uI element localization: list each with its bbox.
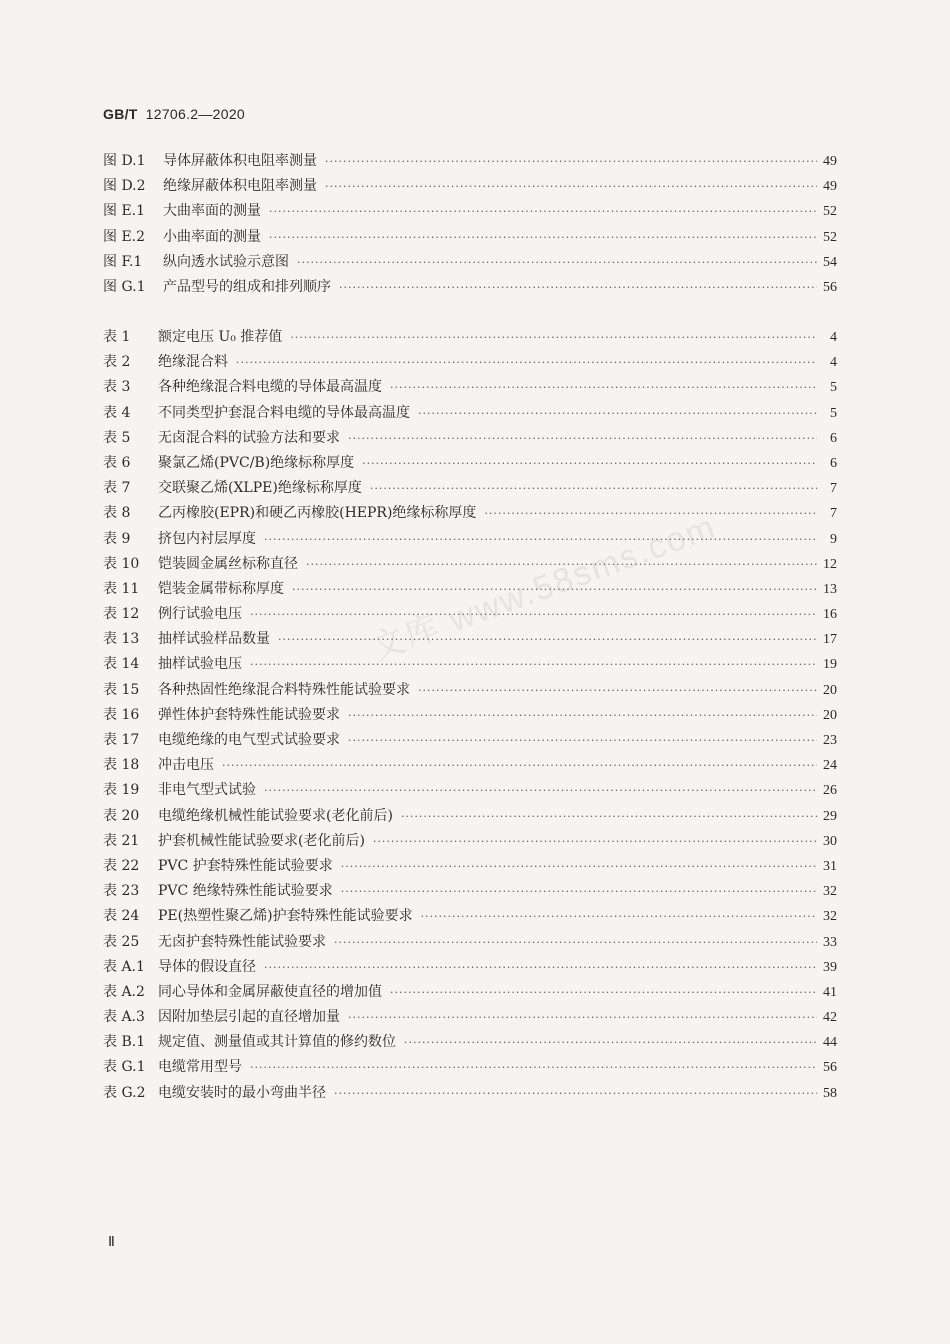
- toc-entry[interactable]: [103, 854, 837, 879]
- toc-entry-title: 大曲率面的测量: [163, 203, 261, 220]
- toc-entry-label: 表 17: [103, 732, 140, 748]
- toc-entry[interactable]: [103, 1055, 837, 1080]
- dot-leader: [264, 778, 817, 803]
- toc-entry-title: 绝缘混合料: [158, 354, 228, 371]
- toc-entry-label: 表 B.1: [103, 1034, 146, 1051]
- toc-entry-title: 电缆常用型号: [158, 1059, 242, 1076]
- toc-entry-title: 电缆绝缘的电气型式试验要求: [158, 732, 340, 748]
- toc-entry-title: 冲击电压: [158, 757, 214, 774]
- toc-entry-title: 绝缘屏蔽体积电阻率测量: [163, 178, 317, 195]
- toc-entry-label: 图 D.1: [103, 153, 146, 169]
- toc-entry-page: 23: [823, 733, 837, 748]
- toc-entry-title: 抽样试验电压: [158, 656, 242, 673]
- toc-entry-label: 表 25: [103, 933, 140, 950]
- dot-leader: [290, 325, 817, 350]
- toc-entry-label: 表 2: [103, 354, 131, 371]
- toc-entry-title: 导体屏蔽体积电阻率测量: [163, 153, 317, 169]
- toc-entry-title: 铠装圆金属丝标称直径: [158, 555, 298, 572]
- toc-entry-label: 表 6: [103, 454, 131, 471]
- toc-entry[interactable]: [103, 325, 837, 350]
- toc-entry-label: 表 12: [103, 606, 140, 623]
- toc-entry-page: 39: [823, 959, 837, 975]
- toc-entry-page: 52: [823, 229, 837, 245]
- toc-entry[interactable]: [103, 174, 837, 199]
- toc-entry-title: PE(热塑性聚乙烯)护套特殊性能试验要求: [158, 908, 413, 925]
- toc-entry-label: 表 5: [103, 429, 131, 446]
- toc-entry-label: 表 7: [103, 480, 131, 497]
- toc-entry[interactable]: [103, 501, 837, 526]
- dot-leader: [250, 1055, 817, 1080]
- toc-entry-page: 56: [823, 1060, 837, 1076]
- toc-entry-label: 表 4: [103, 404, 131, 421]
- toc-entry[interactable]: [103, 930, 837, 955]
- toc-entry-page: 41: [823, 984, 837, 1000]
- toc-entry-title: 乙丙橡胶(EPR)和硬乙丙橡胶(HEPR)绝缘标称厚度: [158, 505, 477, 522]
- toc-entry[interactable]: [103, 149, 837, 174]
- toc-entry[interactable]: [103, 829, 837, 854]
- toc-entry-page: 49: [823, 154, 837, 169]
- toc-entry[interactable]: [103, 879, 837, 904]
- dot-leader: [264, 955, 817, 980]
- dot-leader: [278, 627, 817, 652]
- toc-entry-title: 抽样试验样品数量: [158, 631, 270, 648]
- toc-entry[interactable]: [103, 426, 837, 451]
- toc-entry-page: 9: [830, 531, 837, 547]
- toc-entry[interactable]: [103, 552, 837, 577]
- dot-leader: [264, 527, 817, 552]
- toc-entry[interactable]: [103, 728, 837, 753]
- toc-entry-page: 52: [823, 204, 837, 220]
- page-number-footer: Ⅱ: [108, 1235, 115, 1250]
- toc-entry-page: 7: [830, 506, 837, 522]
- toc-entry[interactable]: [103, 753, 837, 778]
- toc-entry-title: 各种绝缘混合料电缆的导体最高温度: [158, 379, 382, 396]
- toc-entry[interactable]: [103, 476, 837, 501]
- toc-entry-page: 56: [823, 279, 837, 295]
- toc-entry-title: 挤包内衬层厚度: [158, 530, 256, 547]
- toc-entry-label: 表 A.3: [103, 1009, 145, 1026]
- toc-entry-page: 24: [823, 758, 837, 774]
- figure-list: [103, 149, 837, 300]
- dot-leader: [348, 703, 817, 728]
- toc-entry-title: PVC 绝缘特殊性能试验要求: [158, 883, 333, 900]
- toc-entry-label: 表 11: [103, 580, 140, 597]
- toc-entry-page: 32: [823, 909, 837, 925]
- toc-entry[interactable]: [103, 703, 837, 728]
- toc-entry-label: 表 A.2: [103, 983, 145, 1000]
- toc-entry-title: 各种热固性绝缘混合料特殊性能试验要求: [158, 681, 410, 698]
- toc-entry-label: 表 3: [103, 379, 131, 396]
- toc-entry[interactable]: [103, 904, 837, 929]
- toc-entry-label: 图 G.1: [103, 278, 146, 295]
- toc-entry[interactable]: [103, 1005, 837, 1030]
- dot-leader: [334, 1081, 817, 1106]
- toc-entry-title: 额定电压 U₀ 推荐值: [158, 329, 283, 345]
- toc-entry-page: 4: [830, 330, 837, 345]
- toc-entry[interactable]: [103, 527, 837, 552]
- toc-entry-label: 表 23: [103, 883, 140, 900]
- toc-entry[interactable]: [103, 350, 837, 375]
- dot-leader: [401, 804, 817, 829]
- toc-entry-page: 26: [823, 783, 837, 799]
- toc-entry[interactable]: [103, 199, 837, 224]
- toc-entry-title: 护套机械性能试验要求(老化前后): [158, 832, 365, 849]
- dot-leader: [418, 678, 817, 703]
- dot-leader: [325, 149, 817, 174]
- toc-entry-title: 无卤混合料的试验方法和要求: [158, 429, 340, 446]
- toc-entry-page: 20: [823, 682, 837, 698]
- table-list: [103, 325, 837, 1106]
- toc-entry-label: 表 19: [103, 782, 140, 799]
- toc-entry[interactable]: [103, 375, 837, 400]
- toc-entry-title: 聚氯乙烯(PVC/B)绝缘标称厚度: [158, 454, 355, 471]
- dot-leader: [339, 275, 817, 300]
- toc-entry[interactable]: [103, 778, 837, 803]
- toc-entry-label: 表 10: [103, 555, 140, 572]
- toc-entry-label: 表 9: [103, 530, 131, 547]
- toc-entry[interactable]: [103, 955, 837, 980]
- dot-leader: [373, 829, 817, 854]
- dot-leader: [341, 854, 817, 879]
- toc-entry-page: 42: [823, 1010, 837, 1026]
- toc-entry-title: 例行试验电压: [158, 606, 242, 623]
- toc-entry-page: 32: [823, 884, 837, 900]
- toc-entry[interactable]: [103, 804, 837, 829]
- toc-entry-page: 5: [830, 380, 837, 396]
- toc-entry-page: 17: [823, 632, 837, 648]
- dot-leader: [334, 930, 817, 955]
- toc-entry-title: 小曲率面的测量: [163, 228, 261, 245]
- toc-entry-page: 31: [823, 858, 837, 874]
- toc-entry-page: 16: [823, 607, 837, 623]
- toc-entry-label: 表 14: [103, 656, 140, 673]
- toc-entry[interactable]: [103, 401, 837, 426]
- toc-entry[interactable]: [103, 1030, 837, 1055]
- toc-entry-page: 4: [830, 355, 837, 371]
- dot-leader: [418, 401, 817, 426]
- toc-entry-label: 表 G.2: [103, 1084, 146, 1101]
- dot-leader: [348, 426, 817, 451]
- toc-entry[interactable]: [103, 451, 837, 476]
- toc-entry[interactable]: [103, 225, 837, 250]
- toc-entry-label: 表 22: [103, 857, 140, 874]
- toc-entry-label: 表 24: [103, 908, 140, 925]
- toc-entry-page: 7: [830, 481, 837, 497]
- toc-entry-page: 5: [830, 405, 837, 421]
- toc-entry-page: 30: [823, 833, 837, 849]
- toc-entry-page: 19: [823, 657, 837, 673]
- toc-entry-page: 54: [823, 254, 837, 270]
- toc-entry-title: 不同类型护套混合料电缆的导体最高温度: [158, 404, 410, 421]
- dot-leader: [390, 375, 817, 400]
- toc-entry-title: 电缆绝缘机械性能试验要求(老化前后): [158, 807, 393, 824]
- toc-entry-label: 表 20: [103, 807, 140, 824]
- watermark: 文库 www.58sms.com: [365, 507, 722, 668]
- dot-leader: [341, 879, 817, 904]
- toc-entry-page: 6: [830, 430, 837, 446]
- toc-entry-label: 表 1: [103, 329, 131, 345]
- toc-entry-title: 同心导体和金属屏蔽使直径的增加值: [158, 983, 382, 1000]
- toc-entry-title: 铠装金属带标称厚度: [158, 580, 284, 597]
- toc-entry-label: 表 A.1: [103, 958, 145, 975]
- toc-entry-label: 表 G.1: [103, 1059, 146, 1076]
- toc-entry-page: 6: [830, 455, 837, 471]
- dot-leader: [325, 174, 817, 199]
- toc-entry-page: 29: [823, 808, 837, 824]
- dot-leader: [370, 476, 817, 501]
- dot-leader: [250, 652, 817, 677]
- standard-number: 12706.2—2020: [145, 106, 246, 122]
- toc-entry[interactable]: [103, 250, 837, 275]
- toc-entry-label: 图 D.2: [103, 178, 146, 195]
- toc-entry-title: 非电气型式试验: [158, 782, 256, 799]
- dot-leader: [348, 728, 817, 753]
- dot-leader: [236, 350, 817, 375]
- toc-entry-label: 表 21: [103, 832, 140, 849]
- toc-entry-title: 规定值、测量值或其计算值的修约数位: [158, 1034, 396, 1051]
- dot-leader: [390, 980, 817, 1005]
- toc-entry[interactable]: [103, 678, 837, 703]
- toc-entry-title: PVC 护套特殊性能试验要求: [158, 857, 333, 874]
- toc-entry[interactable]: [103, 1081, 837, 1106]
- toc-entry-title: 电缆安装时的最小弯曲半径: [158, 1084, 326, 1101]
- toc-entry-label: 表 16: [103, 706, 140, 723]
- toc-entry-label: 图 E.1: [103, 203, 146, 220]
- toc-entry-page: 13: [823, 581, 837, 597]
- document-header: [103, 106, 245, 122]
- toc-entry-label: 表 8: [103, 505, 131, 522]
- toc-entry-title: 弹性体护套特殊性能试验要求: [158, 706, 340, 723]
- toc-entry-title: 导体的假设直径: [158, 958, 256, 975]
- dot-leader: [222, 753, 817, 778]
- dot-leader: [297, 250, 817, 275]
- toc-entry-page: 33: [823, 934, 837, 950]
- toc-entry[interactable]: [103, 980, 837, 1005]
- toc-entry-page: 12: [823, 556, 837, 572]
- toc-entry-label: 图 F.1: [103, 253, 143, 270]
- toc-entry-label: 表 18: [103, 757, 140, 774]
- dot-leader: [404, 1030, 817, 1055]
- dot-leader: [421, 904, 817, 929]
- standard-prefix: GB/T: [103, 106, 138, 122]
- toc-entry-page: 44: [823, 1035, 837, 1051]
- toc-entry[interactable]: [103, 652, 837, 677]
- dot-leader: [348, 1005, 817, 1030]
- toc-entry-label: 表 13: [103, 631, 140, 648]
- toc-entry-title: 纵向透水试验示意图: [163, 253, 289, 270]
- toc-entry-title: 交联聚乙烯(XLPE)绝缘标称厚度: [158, 480, 362, 497]
- dot-leader: [362, 451, 817, 476]
- dot-leader: [269, 225, 817, 250]
- toc-entry-page: 58: [823, 1085, 837, 1101]
- toc-entry-page: 49: [823, 179, 837, 195]
- toc-entry-label: 表 15: [103, 681, 140, 698]
- toc-entry-title: 无卤护套特殊性能试验要求: [158, 933, 326, 950]
- toc-entry-label: 图 E.2: [103, 228, 146, 245]
- toc-entry-title: 因附加垫层引起的直径增加量: [158, 1009, 340, 1026]
- toc-entry-page: 20: [823, 707, 837, 723]
- toc-entry-title: 产品型号的组成和排列顺序: [163, 278, 331, 295]
- dot-leader: [269, 199, 817, 224]
- toc-entry[interactable]: [103, 275, 837, 300]
